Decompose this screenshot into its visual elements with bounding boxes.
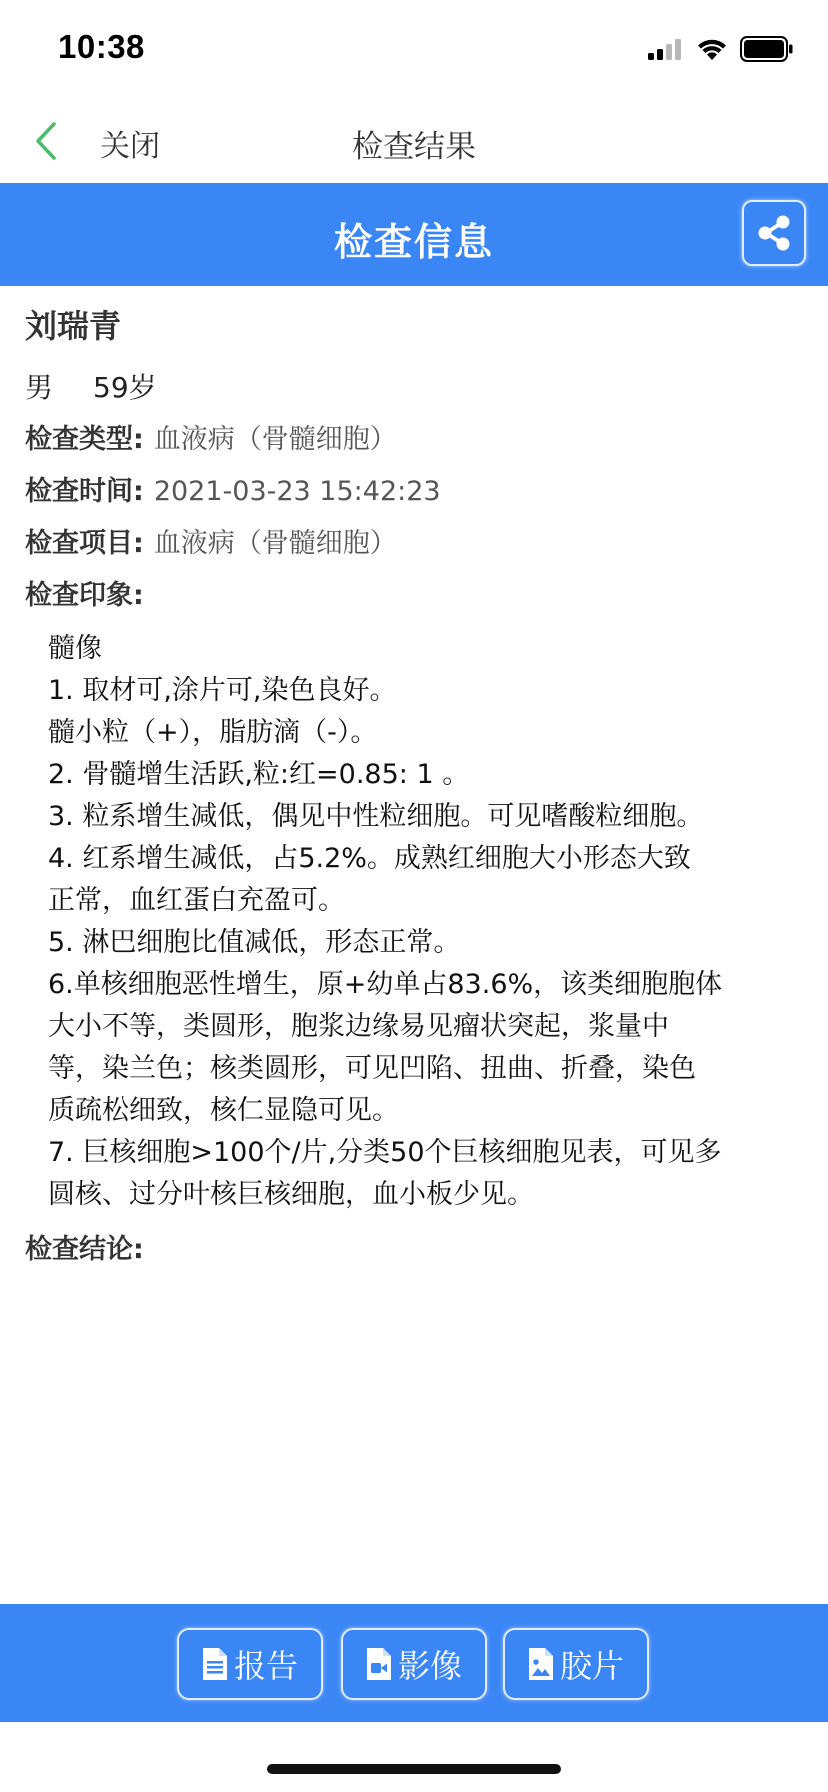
exam-conclusion-label: 检查结论:	[25, 1234, 144, 1265]
exam-conclusion-row	[25, 1224, 805, 1276]
status-bar	[0, 0, 828, 100]
nav-bar	[0, 100, 828, 182]
exam-impression-row	[25, 570, 805, 622]
exam-time-label: 检查时间:	[25, 476, 144, 507]
patient-basic-info	[25, 362, 805, 414]
status-icons	[648, 34, 794, 64]
page-title: 检查结果	[352, 129, 476, 165]
exam-type-label: 检查类型:	[25, 424, 144, 455]
exam-type-value: 血液病（骨髓细胞）	[153, 424, 397, 455]
report-button-label: 报告	[233, 1647, 298, 1685]
battery-icon	[740, 36, 794, 62]
exam-time-row	[25, 466, 805, 518]
document-icon	[202, 1647, 228, 1681]
wifi-icon	[696, 37, 728, 61]
status-time: 10:38	[58, 28, 145, 65]
patient-age: 59岁	[93, 371, 157, 404]
film-button-label: 胶片	[559, 1647, 624, 1685]
exam-impression-text: 髓像 1. 取材可,涂片可,染色良好。 髓小粒（+），脂肪滴（-）。 2. 骨髓增生活跃,粒:红=0.85: 1 。 3. 粒系增生减低，偶见中性粒细胞。可见嗜酸粒细胞。 4. 红系增生减低，占5.2%。成熟红细胞大小形态大致 正常，血红蛋白充盈可。 5. 淋巴细胞比值减低，形态正常。 6.单核细胞恶性增生，原+幼单占83.6%，该类细胞胞体 大小不等，类圆形，胞浆边缘易见瘤状突起，浆量中 等，染兰色；核类圆形，可见凹陷、扭曲、折叠，染色 质疏松细致，核仁显隐可见。 7. 巨核细胞>100个/片,分类50个巨核细胞见表，可见多 圆核、过分叶核巨核细胞，血小板少见。	[48, 633, 723, 1210]
video-file-icon	[366, 1647, 392, 1681]
exam-item-label: 检查项目:	[25, 528, 144, 559]
report-button[interactable]	[177, 1628, 323, 1700]
exam-content	[25, 300, 805, 1276]
bottom-action-bar	[0, 1604, 828, 1722]
film-button[interactable]	[503, 1628, 649, 1700]
image-button[interactable]	[341, 1628, 487, 1700]
signal-icon	[648, 38, 684, 60]
exam-item-value: 血液病（骨髓细胞）	[153, 528, 397, 559]
share-icon	[756, 214, 792, 252]
exam-time-value: 2021-03-23 15:42:23	[153, 476, 441, 507]
image-file-icon	[528, 1647, 554, 1681]
info-header	[0, 183, 828, 286]
home-indicator	[267, 1764, 561, 1774]
exam-type-row	[25, 414, 805, 466]
patient-sex: 男	[25, 371, 54, 404]
info-header-title: 检查信息	[333, 220, 494, 264]
exam-item-row	[25, 518, 805, 570]
share-button[interactable]	[742, 200, 806, 266]
close-button[interactable]: 关闭	[100, 129, 160, 164]
patient-name: 刘瑞青	[25, 307, 122, 345]
image-button-label: 影像	[397, 1647, 462, 1685]
exam-impression-label: 检查印象:	[25, 580, 144, 611]
